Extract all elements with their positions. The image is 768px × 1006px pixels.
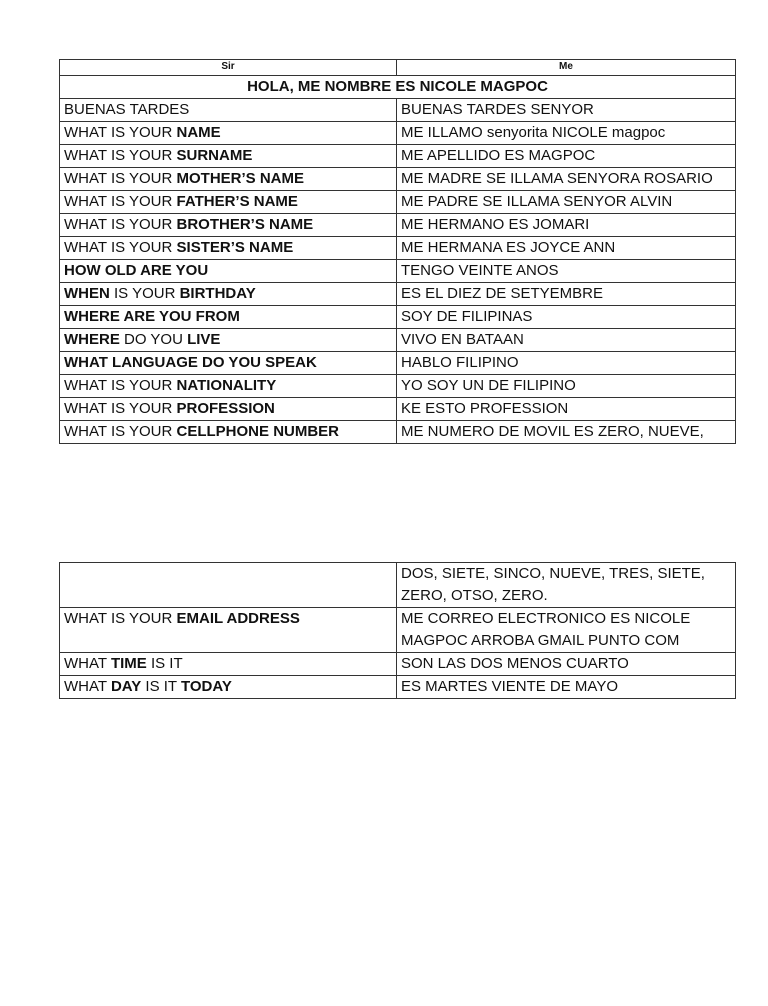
- question-keyword: TIME: [110, 655, 147, 672]
- question-cell: [60, 99, 397, 122]
- question-cell: [60, 283, 397, 306]
- table-header-row: [60, 60, 736, 76]
- answer-cell: BUENAS TARDES SENYOR: [397, 99, 736, 122]
- question-cell: [60, 329, 397, 352]
- question-cell: [60, 306, 397, 329]
- question-cell: [60, 653, 397, 676]
- greeting-row: [60, 76, 736, 99]
- table-row: [60, 676, 736, 699]
- table-row: [60, 99, 736, 122]
- table-row: [60, 283, 736, 306]
- answer-cell: SOY DE FILIPINAS: [397, 306, 736, 329]
- question-keyword: NATIONALITY: [176, 377, 277, 394]
- table-row: [60, 352, 736, 375]
- question-text: IS IT: [146, 655, 183, 672]
- question-text: WHAT IS YOUR: [64, 377, 177, 394]
- question-keyword: HOW OLD ARE YOU: [64, 262, 209, 279]
- question-keyword: NAME: [176, 124, 221, 141]
- question-cell: [60, 122, 397, 145]
- question-keyword: DAY: [110, 678, 142, 695]
- header-me: Me: [397, 60, 736, 76]
- answer-cell: YO SOY UN DE FILIPINO: [397, 375, 736, 398]
- conversation-table-body: [60, 563, 736, 699]
- question-cell: [60, 608, 397, 653]
- question-cell: [60, 214, 397, 237]
- question-keyword: WHAT LANGUAGE DO YOU SPEAK: [64, 354, 317, 371]
- question-keyword: WHERE ARE YOU FROM: [64, 308, 240, 325]
- question-text: WHAT IS YOUR: [64, 147, 177, 164]
- answer-cell: ES MARTES VIENTE DE MAYO: [397, 676, 736, 699]
- question-text: WHAT: [64, 678, 111, 695]
- table-row: [60, 563, 736, 608]
- table-row: [60, 191, 736, 214]
- question-cell: [60, 145, 397, 168]
- question-text: DO YOU: [119, 331, 188, 348]
- question-keyword: WHEN: [64, 285, 110, 302]
- table-row: [60, 375, 736, 398]
- header-sir: Sir: [60, 60, 397, 76]
- question-keyword: BIRTHDAY: [179, 285, 256, 302]
- conversation-table-page-2: [59, 562, 736, 699]
- question-text: WHAT IS YOUR: [64, 239, 177, 256]
- table-row: [60, 653, 736, 676]
- answer-cell: ME CORREO ELECTRONICO ES NICOLE MAGPOC ARROBA GMAIL PUNTO COM: [397, 608, 736, 653]
- question-keyword: SURNAME: [176, 147, 253, 164]
- answer-cell: ES EL DIEZ DE SETYEMBRE: [397, 283, 736, 306]
- question-cell: [60, 352, 397, 375]
- question-text: WHAT IS YOUR: [64, 423, 177, 440]
- table-row: [60, 214, 736, 237]
- table-row: [60, 329, 736, 352]
- answer-cell: SON LAS DOS MENOS CUARTO: [397, 653, 736, 676]
- question-cell: [60, 191, 397, 214]
- question-text: WHAT: [64, 655, 111, 672]
- answer-cell: ME HERMANA ES JOYCE ANN: [397, 237, 736, 260]
- conversation-table-body: [60, 60, 736, 444]
- question-text: WHAT IS YOUR: [64, 193, 177, 210]
- answer-cell: TENGO VEINTE ANOS: [397, 260, 736, 283]
- answer-cell: VIVO EN BATAAN: [397, 329, 736, 352]
- question-cell: [60, 421, 397, 444]
- conversation-table-page-1: [59, 59, 736, 444]
- question-keyword: CELLPHONE NUMBER: [176, 423, 340, 440]
- answer-cell: ME APELLIDO ES MAGPOC: [397, 145, 736, 168]
- question-keyword: PROFESSION: [176, 400, 275, 417]
- table-row: [60, 122, 736, 145]
- answer-cell: ME HERMANO ES JOMARI: [397, 214, 736, 237]
- question-text: IS YOUR: [109, 285, 180, 302]
- question-keyword: WHERE: [64, 331, 120, 348]
- question-keyword: MOTHER’S NAME: [176, 170, 305, 187]
- question-text: BUENAS TARDES: [64, 101, 190, 118]
- question-text: WHAT IS YOUR: [64, 216, 177, 233]
- answer-cell: ME ILLAMO senyorita NICOLE magpoc: [397, 122, 736, 145]
- answer-cell: DOS, SIETE, SINCO, NUEVE, TRES, SIETE, ZERO, OTSO, ZERO.: [397, 563, 736, 608]
- table-row: [60, 145, 736, 168]
- question-keyword: SISTER’S NAME: [176, 239, 294, 256]
- answer-cell: KE ESTO PROFESSION: [397, 398, 736, 421]
- question-cell: [60, 563, 397, 608]
- greeting-text: HOLA, ME NOMBRE ES NICOLE MAGPOC: [60, 76, 736, 99]
- question-text: WHAT IS YOUR: [64, 170, 177, 187]
- question-text: WHAT IS YOUR: [64, 610, 177, 627]
- question-cell: [60, 398, 397, 421]
- table-row: [60, 237, 736, 260]
- table-row: [60, 306, 736, 329]
- table-row: [60, 260, 736, 283]
- question-cell: [60, 375, 397, 398]
- answer-cell: ME NUMERO DE MOVIL ES ZERO, NUEVE,: [397, 421, 736, 444]
- question-keyword: FATHER’S NAME: [176, 193, 298, 210]
- question-keyword: TODAY: [180, 678, 232, 695]
- answer-cell: ME PADRE SE ILLAMA SENYOR ALVIN: [397, 191, 736, 214]
- table-row: [60, 168, 736, 191]
- question-cell: [60, 676, 397, 699]
- question-cell: [60, 168, 397, 191]
- answer-cell: ME MADRE SE ILLAMA SENYORA ROSARIO: [397, 168, 736, 191]
- question-cell: [60, 260, 397, 283]
- question-keyword: LIVE: [187, 331, 221, 348]
- table-row: [60, 608, 736, 653]
- question-keyword: EMAIL ADDRESS: [176, 610, 300, 627]
- question-cell: [60, 237, 397, 260]
- table-row: [60, 398, 736, 421]
- question-keyword: BROTHER’S NAME: [176, 216, 314, 233]
- question-text: WHAT IS YOUR: [64, 124, 177, 141]
- question-text: IS IT: [141, 678, 181, 695]
- question-text: WHAT IS YOUR: [64, 400, 177, 417]
- answer-cell: HABLO FILIPINO: [397, 352, 736, 375]
- table-row: [60, 421, 736, 444]
